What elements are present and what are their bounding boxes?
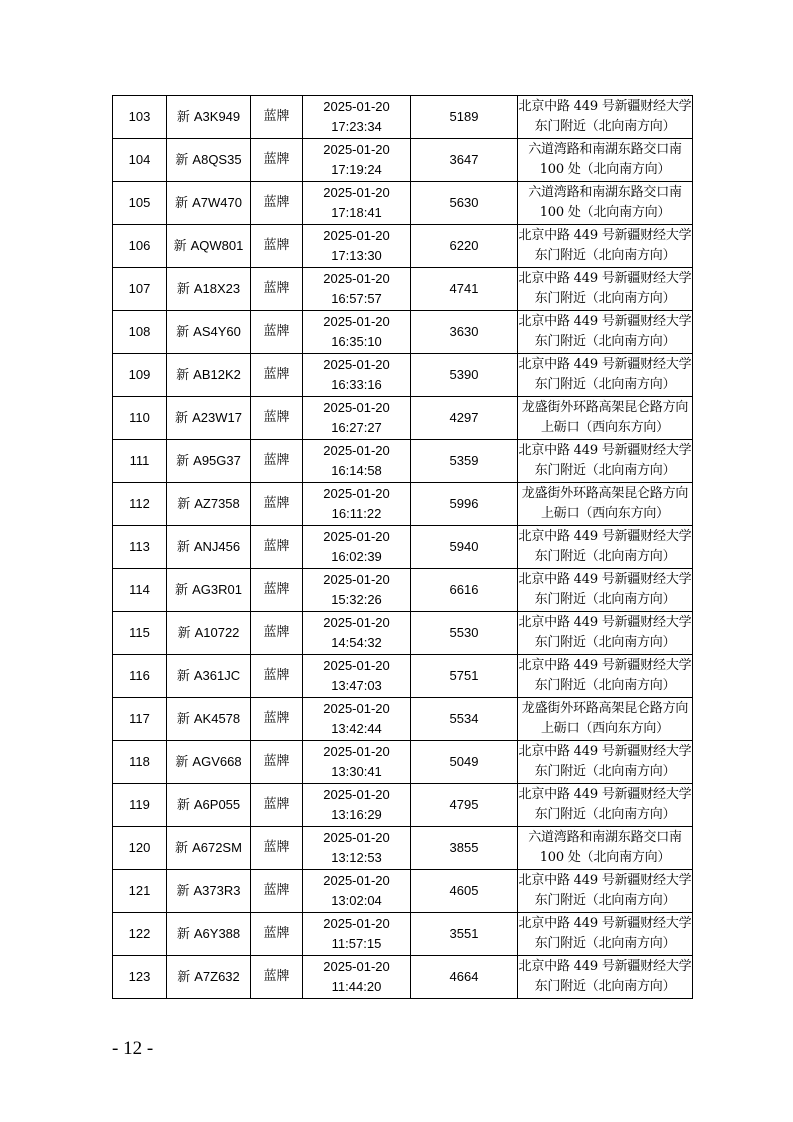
plate-cell bbox=[167, 139, 251, 182]
row-number-cell: 114 bbox=[113, 569, 167, 612]
plate-cell bbox=[167, 96, 251, 139]
plate-cell bbox=[167, 870, 251, 913]
plate-number: A7Z632 bbox=[194, 968, 240, 984]
record-date: 2025-01-20 bbox=[323, 99, 390, 114]
row-number-cell: 116 bbox=[113, 655, 167, 698]
record-time: 17:18:41 bbox=[331, 205, 382, 220]
plate-number: AS4Y60 bbox=[193, 323, 241, 339]
location-line-1: 龙盛街外环路高架昆仑路方向 bbox=[521, 486, 689, 501]
plate-cell bbox=[167, 655, 251, 698]
table-row bbox=[113, 311, 693, 354]
record-date: 2025-01-20 bbox=[323, 701, 390, 716]
plate-province: 新 bbox=[176, 367, 190, 383]
row-number-cell: 104 bbox=[113, 139, 167, 182]
location-cell bbox=[518, 913, 693, 956]
record-date: 2025-01-20 bbox=[323, 142, 390, 157]
plate-type-cell: 蓝牌 bbox=[251, 483, 303, 526]
location-line-1: 北京中路 449 号新疆财经大学 bbox=[518, 658, 692, 673]
location-line-2: 东门附近（北向南方向） bbox=[534, 936, 676, 951]
row-number-cell: 119 bbox=[113, 784, 167, 827]
plate-type-cell: 蓝牌 bbox=[251, 397, 303, 440]
location-line-2: 上砺口（西向东方向） bbox=[540, 721, 669, 736]
row-number-cell: 107 bbox=[113, 268, 167, 311]
plate-type-cell: 蓝牌 bbox=[251, 225, 303, 268]
table-row bbox=[113, 139, 693, 182]
datetime-cell bbox=[303, 311, 411, 354]
plate-number: A6P055 bbox=[193, 796, 241, 812]
plate-cell bbox=[167, 569, 251, 612]
location-line-2: 100 处（北向南方向） bbox=[539, 850, 671, 865]
datetime-cell bbox=[303, 483, 411, 526]
record-time: 14:54:32 bbox=[331, 635, 382, 650]
plate-province: 新 bbox=[176, 539, 190, 555]
row-number-cell: 108 bbox=[113, 311, 167, 354]
row-number-cell: 103 bbox=[113, 96, 167, 139]
record-table bbox=[112, 95, 693, 999]
value-cell: 5630 bbox=[411, 182, 518, 225]
plate-province: 新 bbox=[177, 496, 191, 512]
plate-cell bbox=[167, 440, 251, 483]
plate-type-cell: 蓝牌 bbox=[251, 956, 303, 999]
row-number-cell: 109 bbox=[113, 354, 167, 397]
location-line-1: 北京中路 449 号新疆财经大学 bbox=[518, 443, 692, 458]
plate-number: AG3R01 bbox=[192, 581, 242, 597]
plate-type-cell: 蓝牌 bbox=[251, 741, 303, 784]
plate-province: 新 bbox=[176, 926, 190, 942]
table-row bbox=[113, 698, 693, 741]
table-row bbox=[113, 913, 693, 956]
plate-cell bbox=[167, 397, 251, 440]
record-time: 17:19:24 bbox=[331, 162, 382, 177]
record-date: 2025-01-20 bbox=[323, 185, 390, 200]
row-number-cell: 118 bbox=[113, 741, 167, 784]
plate-province: 新 bbox=[175, 840, 189, 856]
record-time: 16:11:22 bbox=[331, 506, 382, 521]
value-cell: 6220 bbox=[411, 225, 518, 268]
location-line-1: 北京中路 449 号新疆财经大学 bbox=[518, 959, 692, 974]
location-line-2: 东门附近（北向南方向） bbox=[534, 549, 676, 564]
row-number-cell: 106 bbox=[113, 225, 167, 268]
record-date: 2025-01-20 bbox=[323, 314, 390, 329]
record-date: 2025-01-20 bbox=[323, 615, 390, 630]
value-cell: 5940 bbox=[411, 526, 518, 569]
value-cell: 6616 bbox=[411, 569, 518, 612]
datetime-cell bbox=[303, 698, 411, 741]
record-time: 13:02:04 bbox=[331, 893, 382, 908]
plate-type-cell: 蓝牌 bbox=[251, 655, 303, 698]
value-cell: 4741 bbox=[411, 268, 518, 311]
datetime-cell bbox=[303, 913, 411, 956]
table-row bbox=[113, 182, 693, 225]
value-cell: 4605 bbox=[411, 870, 518, 913]
value-cell: 5996 bbox=[411, 483, 518, 526]
location-line-2: 东门附近（北向南方向） bbox=[534, 334, 676, 349]
location-cell bbox=[518, 268, 693, 311]
record-date: 2025-01-20 bbox=[323, 572, 390, 587]
record-date: 2025-01-20 bbox=[323, 443, 390, 458]
plate-number: A8QS35 bbox=[192, 151, 242, 167]
record-time: 16:33:16 bbox=[331, 377, 382, 392]
location-line-1: 北京中路 449 号新疆财经大学 bbox=[518, 787, 692, 802]
location-cell bbox=[518, 182, 693, 225]
plate-type-cell: 蓝牌 bbox=[251, 311, 303, 354]
table-row bbox=[113, 483, 693, 526]
plate-cell bbox=[167, 268, 251, 311]
plate-number: AB12K2 bbox=[193, 366, 241, 382]
plate-province: 新 bbox=[176, 797, 190, 813]
plate-province: 新 bbox=[175, 754, 189, 770]
location-line-1: 北京中路 449 号新疆财经大学 bbox=[518, 271, 692, 286]
record-date: 2025-01-20 bbox=[323, 486, 390, 501]
value-cell: 5751 bbox=[411, 655, 518, 698]
location-cell bbox=[518, 741, 693, 784]
location-line-2: 东门附近（北向南方向） bbox=[534, 893, 676, 908]
location-line-1: 北京中路 449 号新疆财经大学 bbox=[518, 529, 692, 544]
value-cell: 5189 bbox=[411, 96, 518, 139]
datetime-cell bbox=[303, 655, 411, 698]
location-line-2: 东门附近（北向南方向） bbox=[534, 764, 676, 779]
value-cell: 5049 bbox=[411, 741, 518, 784]
table-row bbox=[113, 440, 693, 483]
plate-province: 新 bbox=[176, 453, 190, 469]
table-row bbox=[113, 268, 693, 311]
location-line-2: 东门附近（北向南方向） bbox=[534, 291, 676, 306]
record-date: 2025-01-20 bbox=[323, 873, 390, 888]
location-cell bbox=[518, 311, 693, 354]
plate-province: 新 bbox=[176, 711, 190, 727]
location-cell bbox=[518, 440, 693, 483]
location-line-2: 东门附近（北向南方向） bbox=[534, 678, 676, 693]
row-number-cell: 115 bbox=[113, 612, 167, 655]
plate-province: 新 bbox=[176, 668, 190, 684]
record-time: 11:44:20 bbox=[331, 979, 382, 994]
record-time: 13:47:03 bbox=[331, 678, 382, 693]
record-time: 13:16:29 bbox=[331, 807, 382, 822]
location-line-2: 100 处（北向南方向） bbox=[539, 205, 671, 220]
location-line-1: 北京中路 449 号新疆财经大学 bbox=[518, 357, 692, 372]
record-time: 16:14:58 bbox=[331, 463, 382, 478]
location-line-1: 六道湾路和南湖东路交口南 bbox=[528, 830, 682, 845]
table-row bbox=[113, 741, 693, 784]
record-time: 16:02:39 bbox=[331, 549, 382, 564]
record-date: 2025-01-20 bbox=[323, 271, 390, 286]
record-date: 2025-01-20 bbox=[323, 658, 390, 673]
plate-cell bbox=[167, 741, 251, 784]
record-date: 2025-01-20 bbox=[323, 228, 390, 243]
record-time: 16:27:27 bbox=[331, 420, 382, 435]
record-date: 2025-01-20 bbox=[323, 959, 390, 974]
plate-type-cell: 蓝牌 bbox=[251, 827, 303, 870]
plate-province: 新 bbox=[176, 324, 190, 340]
plate-province: 新 bbox=[177, 969, 191, 985]
location-cell bbox=[518, 870, 693, 913]
record-date: 2025-01-20 bbox=[323, 916, 390, 931]
location-cell bbox=[518, 225, 693, 268]
page-number: - 12 - bbox=[112, 1038, 154, 1059]
location-line-2: 东门附近（北向南方向） bbox=[534, 248, 676, 263]
record-time: 16:57:57 bbox=[331, 291, 382, 306]
plate-number: AGV668 bbox=[192, 753, 242, 769]
plate-cell bbox=[167, 913, 251, 956]
location-line-1: 北京中路 449 号新疆财经大学 bbox=[518, 615, 692, 630]
plate-province: 新 bbox=[176, 109, 190, 125]
plate-number: A18X23 bbox=[193, 280, 241, 296]
plate-cell bbox=[167, 784, 251, 827]
location-cell bbox=[518, 612, 693, 655]
plate-cell bbox=[167, 225, 251, 268]
table-row bbox=[113, 354, 693, 397]
datetime-cell bbox=[303, 526, 411, 569]
record-time: 17:23:34 bbox=[331, 119, 382, 134]
location-line-2: 100 处（北向南方向） bbox=[539, 162, 671, 177]
row-number-cell: 111 bbox=[113, 440, 167, 483]
plate-province: 新 bbox=[176, 883, 190, 899]
record-time: 13:30:41 bbox=[331, 764, 382, 779]
plate-type-cell: 蓝牌 bbox=[251, 182, 303, 225]
plate-type-cell: 蓝牌 bbox=[251, 569, 303, 612]
location-cell bbox=[518, 698, 693, 741]
table-row bbox=[113, 827, 693, 870]
datetime-cell bbox=[303, 569, 411, 612]
plate-province: 新 bbox=[175, 152, 189, 168]
datetime-cell bbox=[303, 96, 411, 139]
location-cell bbox=[518, 655, 693, 698]
location-line-2: 东门附近（北向南方向） bbox=[534, 635, 676, 650]
plate-cell bbox=[167, 956, 251, 999]
plate-number: A7W470 bbox=[192, 194, 242, 210]
row-number-cell: 105 bbox=[113, 182, 167, 225]
datetime-cell bbox=[303, 354, 411, 397]
plate-number: A373R3 bbox=[193, 882, 241, 898]
plate-type-cell: 蓝牌 bbox=[251, 870, 303, 913]
plate-number: A6Y388 bbox=[193, 925, 241, 941]
plate-province: 新 bbox=[177, 625, 191, 641]
value-cell: 5530 bbox=[411, 612, 518, 655]
table-row bbox=[113, 956, 693, 999]
plate-type-cell: 蓝牌 bbox=[251, 268, 303, 311]
record-time: 13:12:53 bbox=[331, 850, 382, 865]
location-cell bbox=[518, 483, 693, 526]
plate-number: ANJ456 bbox=[193, 538, 241, 554]
row-number-cell: 113 bbox=[113, 526, 167, 569]
record-time: 15:32:26 bbox=[331, 592, 382, 607]
row-number-cell: 121 bbox=[113, 870, 167, 913]
row-number-cell: 122 bbox=[113, 913, 167, 956]
plate-number: A95G37 bbox=[193, 452, 241, 468]
location-line-1: 龙盛街外环路高架昆仑路方向 bbox=[521, 400, 689, 415]
value-cell: 5534 bbox=[411, 698, 518, 741]
location-cell bbox=[518, 956, 693, 999]
datetime-cell bbox=[303, 827, 411, 870]
location-line-1: 六道湾路和南湖东路交口南 bbox=[528, 185, 682, 200]
row-number-cell: 123 bbox=[113, 956, 167, 999]
plate-cell bbox=[167, 182, 251, 225]
table-row bbox=[113, 96, 693, 139]
table-row bbox=[113, 397, 693, 440]
location-cell bbox=[518, 569, 693, 612]
datetime-cell bbox=[303, 268, 411, 311]
record-date: 2025-01-20 bbox=[323, 529, 390, 544]
value-cell: 3647 bbox=[411, 139, 518, 182]
row-number-cell: 117 bbox=[113, 698, 167, 741]
location-line-2: 东门附近（北向南方向） bbox=[534, 979, 676, 994]
row-number-cell: 110 bbox=[113, 397, 167, 440]
plate-type-cell: 蓝牌 bbox=[251, 913, 303, 956]
plate-type-cell: 蓝牌 bbox=[251, 784, 303, 827]
record-date: 2025-01-20 bbox=[323, 357, 390, 372]
plate-type-cell: 蓝牌 bbox=[251, 612, 303, 655]
table-row bbox=[113, 526, 693, 569]
value-cell: 3855 bbox=[411, 827, 518, 870]
plate-number: A3K949 bbox=[193, 108, 241, 124]
plate-cell bbox=[167, 483, 251, 526]
plate-province: 新 bbox=[175, 410, 189, 426]
plate-type-cell: 蓝牌 bbox=[251, 526, 303, 569]
record-date: 2025-01-20 bbox=[323, 830, 390, 845]
datetime-cell bbox=[303, 440, 411, 483]
plate-cell bbox=[167, 526, 251, 569]
plate-cell bbox=[167, 311, 251, 354]
table-row bbox=[113, 655, 693, 698]
plate-type-cell: 蓝牌 bbox=[251, 96, 303, 139]
record-date: 2025-01-20 bbox=[323, 787, 390, 802]
table-body bbox=[113, 96, 693, 999]
location-cell bbox=[518, 526, 693, 569]
row-number-cell: 120 bbox=[113, 827, 167, 870]
plate-cell bbox=[167, 612, 251, 655]
location-line-2: 东门附近（北向南方向） bbox=[534, 377, 676, 392]
plate-number: A361JC bbox=[193, 667, 241, 683]
datetime-cell bbox=[303, 612, 411, 655]
plate-cell bbox=[167, 354, 251, 397]
location-line-2: 东门附近（北向南方向） bbox=[534, 807, 676, 822]
location-line-1: 北京中路 449 号新疆财经大学 bbox=[518, 572, 692, 587]
plate-number: A10722 bbox=[194, 624, 240, 640]
plate-cell bbox=[167, 827, 251, 870]
datetime-cell bbox=[303, 784, 411, 827]
table-row bbox=[113, 569, 693, 612]
plate-type-cell: 蓝牌 bbox=[251, 354, 303, 397]
location-line-1: 北京中路 449 号新疆财经大学 bbox=[518, 99, 692, 114]
location-cell bbox=[518, 96, 693, 139]
table-row bbox=[113, 870, 693, 913]
location-line-2: 上砺口（西向东方向） bbox=[540, 420, 669, 435]
datetime-cell bbox=[303, 397, 411, 440]
plate-type-cell: 蓝牌 bbox=[251, 698, 303, 741]
value-cell: 4297 bbox=[411, 397, 518, 440]
location-line-1: 北京中路 449 号新疆财经大学 bbox=[518, 228, 692, 243]
row-number-cell: 112 bbox=[113, 483, 167, 526]
record-time: 17:13:30 bbox=[331, 248, 382, 263]
location-line-1: 北京中路 449 号新疆财经大学 bbox=[518, 314, 692, 329]
location-line-1: 北京中路 449 号新疆财经大学 bbox=[518, 916, 692, 931]
plate-type-cell: 蓝牌 bbox=[251, 139, 303, 182]
plate-type-cell: 蓝牌 bbox=[251, 440, 303, 483]
location-line-2: 东门附近（北向南方向） bbox=[534, 592, 676, 607]
location-cell bbox=[518, 397, 693, 440]
plate-cell bbox=[167, 698, 251, 741]
location-cell bbox=[518, 784, 693, 827]
record-time: 16:35:10 bbox=[331, 334, 382, 349]
value-cell: 3630 bbox=[411, 311, 518, 354]
table-row bbox=[113, 225, 693, 268]
record-time: 13:42:44 bbox=[331, 721, 382, 736]
value-cell: 3551 bbox=[411, 913, 518, 956]
plate-province: 新 bbox=[176, 281, 190, 297]
location-line-1: 龙盛街外环路高架昆仑路方向 bbox=[521, 701, 689, 716]
location-cell bbox=[518, 827, 693, 870]
value-cell: 4795 bbox=[411, 784, 518, 827]
location-line-2: 东门附近（北向南方向） bbox=[534, 119, 676, 134]
plate-province: 新 bbox=[175, 195, 189, 211]
table-row bbox=[113, 612, 693, 655]
datetime-cell bbox=[303, 741, 411, 784]
plate-province: 新 bbox=[175, 582, 189, 598]
location-cell bbox=[518, 354, 693, 397]
plate-number: A23W17 bbox=[192, 409, 242, 425]
plate-number: AZ7358 bbox=[194, 495, 240, 511]
location-cell bbox=[518, 139, 693, 182]
location-line-1: 北京中路 449 号新疆财经大学 bbox=[518, 744, 692, 759]
value-cell: 5359 bbox=[411, 440, 518, 483]
record-date: 2025-01-20 bbox=[323, 744, 390, 759]
location-line-2: 上砺口（西向东方向） bbox=[540, 506, 669, 521]
record-time: 11:57:15 bbox=[331, 936, 382, 951]
value-cell: 5390 bbox=[411, 354, 518, 397]
record-date: 2025-01-20 bbox=[323, 400, 390, 415]
location-line-1: 北京中路 449 号新疆财经大学 bbox=[518, 873, 692, 888]
datetime-cell bbox=[303, 870, 411, 913]
value-cell: 4664 bbox=[411, 956, 518, 999]
location-line-1: 六道湾路和南湖东路交口南 bbox=[528, 142, 682, 157]
datetime-cell bbox=[303, 225, 411, 268]
plate-number: AQW801 bbox=[190, 237, 244, 253]
table-row bbox=[113, 784, 693, 827]
datetime-cell bbox=[303, 182, 411, 225]
datetime-cell bbox=[303, 956, 411, 999]
plate-number: A672SM bbox=[192, 839, 242, 855]
plate-number: AK4578 bbox=[193, 710, 241, 726]
datetime-cell bbox=[303, 139, 411, 182]
plate-province: 新 bbox=[173, 238, 187, 254]
location-line-2: 东门附近（北向南方向） bbox=[534, 463, 676, 478]
